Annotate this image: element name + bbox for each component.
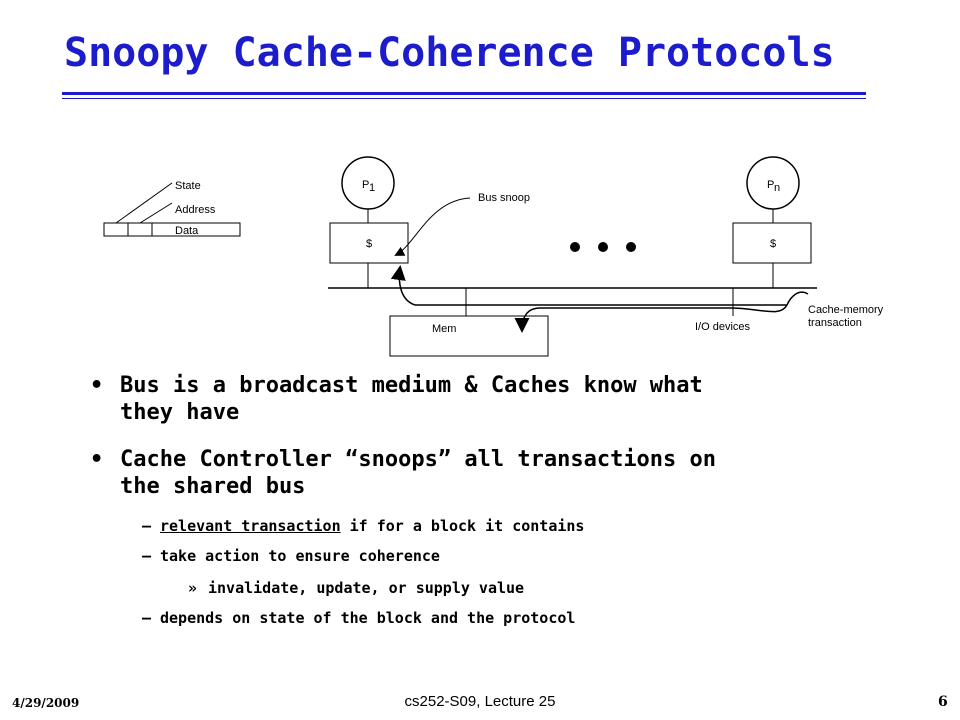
- processor-n-label: P: [767, 179, 775, 191]
- transaction-label-line1: Cache-memory: [808, 304, 884, 316]
- address-label: Address: [175, 204, 216, 216]
- footer-date: 4/29/2009: [12, 696, 80, 710]
- sub-bullet-marker: –: [142, 609, 152, 627]
- footer-lecture: cs252-S09, Lecture 25: [404, 693, 556, 710]
- bus-snoop-arrow: [396, 192, 530, 255]
- bus-snoop-label: Bus snoop: [478, 192, 530, 204]
- sub-sub-bullet-options: invalidate, update, or supply value: [208, 579, 525, 597]
- processor-1-subscript: 1: [369, 182, 376, 194]
- sub-bullet-relevant: [160, 516, 584, 536]
- io-devices-label: I/O devices: [695, 321, 751, 333]
- sub-bullet-marker: –: [142, 547, 152, 565]
- bullet-marker: •: [90, 447, 104, 472]
- slide-title: Snoopy Cache-Coherence Protocols: [64, 30, 835, 76]
- bullet-line: Bus is a broadcast medium & Caches know what: [120, 373, 703, 398]
- processor-n: [733, 157, 811, 288]
- data-label: Data: [175, 225, 199, 237]
- io-devices: [695, 288, 751, 333]
- state-label: State: [175, 180, 201, 192]
- page-number: 6: [938, 694, 948, 710]
- bullet-line: they have: [120, 400, 240, 425]
- mem-label: Mem: [432, 323, 457, 335]
- sub-sub-bullet-marker: »: [188, 579, 198, 597]
- memory: [390, 288, 548, 356]
- processor-1: [330, 157, 408, 288]
- ellipsis-dots: [570, 242, 636, 252]
- bullet-broadcast: [120, 372, 703, 426]
- bullet-line: the shared bus: [120, 474, 306, 499]
- cache-n-label: $: [769, 238, 777, 250]
- sub-bullet-marker: –: [142, 517, 152, 535]
- bullet-marker: •: [90, 373, 104, 398]
- sub-bullet-action: take action to ensure coherence: [160, 547, 440, 565]
- processor-1-label: P: [362, 179, 370, 191]
- sub-bullet-text: if for a block it contains: [340, 517, 585, 535]
- cache-1-label: $: [365, 238, 373, 250]
- sub-bullet-depends: depends on state of the block and the protocol: [160, 609, 576, 627]
- cache-line-legend: [104, 180, 240, 237]
- underlined-term: relevant transaction: [160, 517, 341, 535]
- processor-n-subscript: n: [774, 182, 781, 194]
- bullet-snoops: [120, 446, 716, 500]
- bullet-line: Cache Controller “snoops” all transactions on: [120, 447, 717, 472]
- transaction-label-line2: transaction: [808, 317, 862, 329]
